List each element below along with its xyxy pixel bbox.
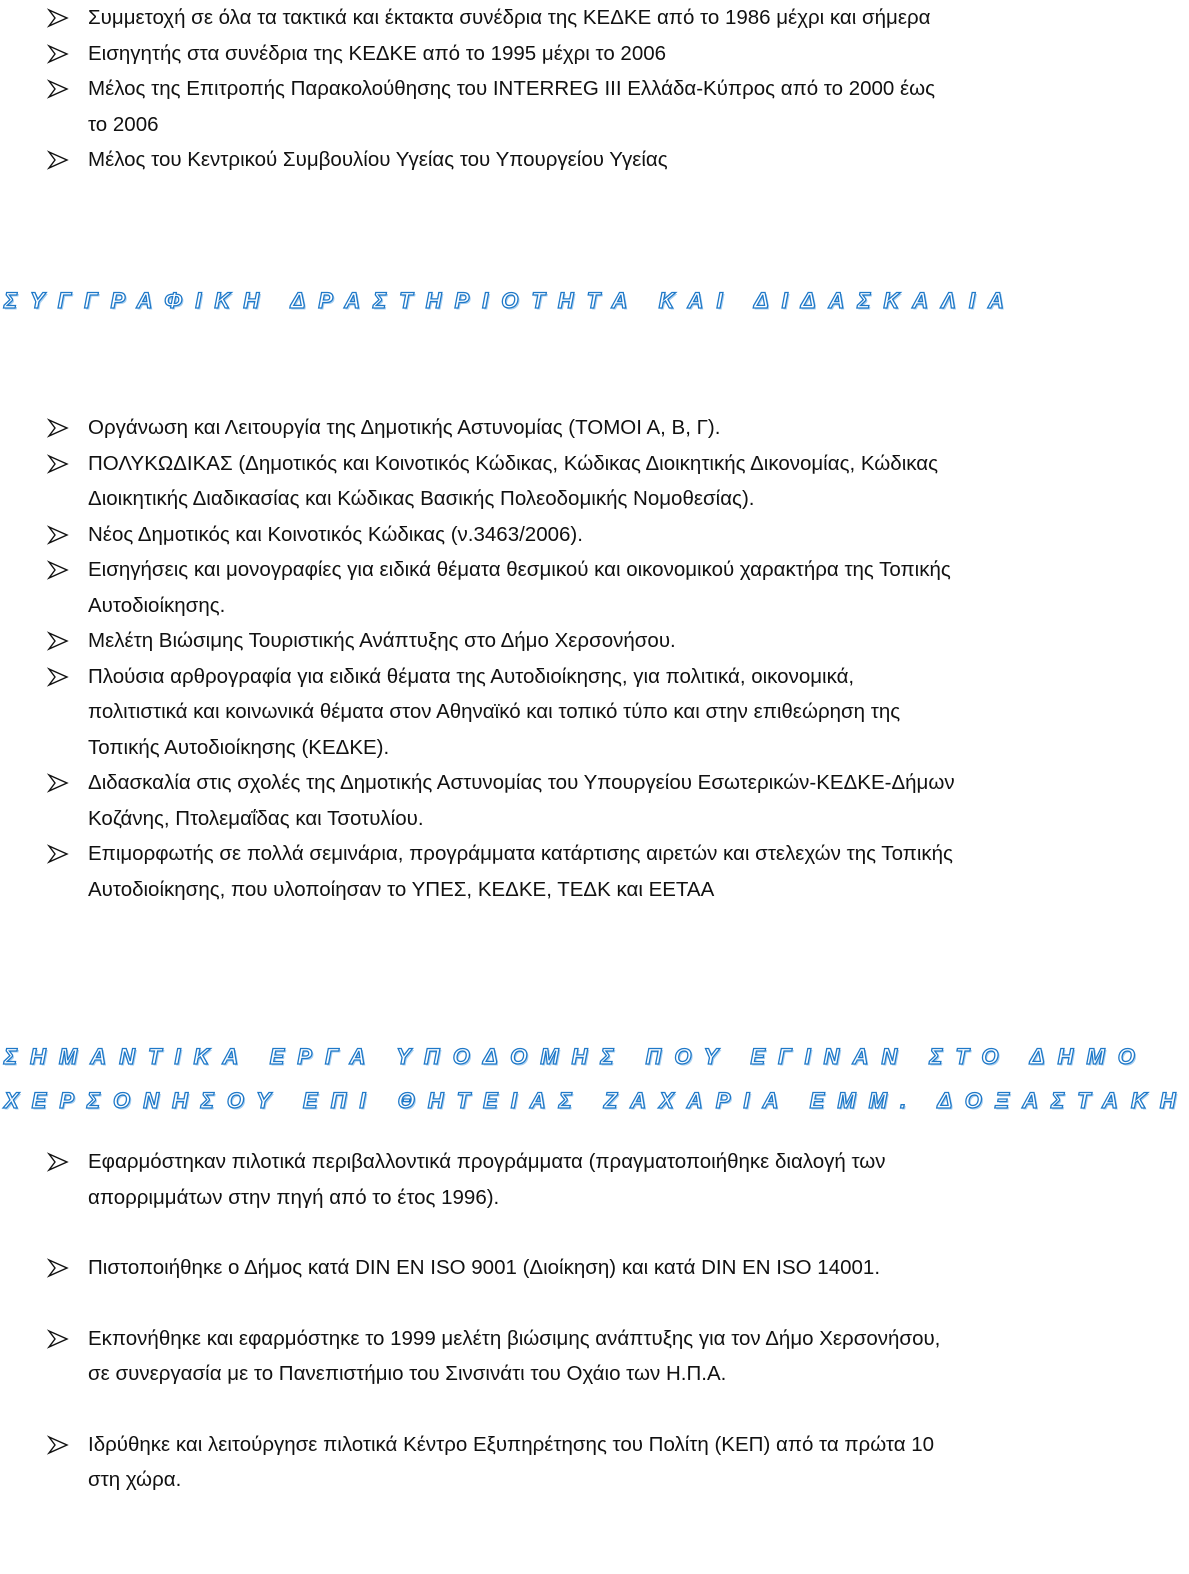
section-heading-writing-teaching: ΣΥΓΓΡΑΦΙΚΗ ΔΡΑΣΤΗΡΙΟΤΗΤΑ ΚΑΙ ΔΙΔΑΣΚΑΛΙΑ	[4, 288, 1017, 313]
arrowhead-bullet-icon	[48, 668, 68, 686]
arrowhead-bullet-icon	[48, 526, 68, 544]
list-item	[0, 1321, 960, 1392]
list-item	[0, 1427, 960, 1498]
list-item	[0, 1250, 960, 1286]
section-heading-projects-line2: ΧΕΡΣΟΝΗΣΟΥ ΕΠΙ ΘΗΤΕΙΑΣ ΖΑΧΑΡΙΑ ΕΜΜ. ΔΟΞΑΣΤΑΚΗ	[4, 1088, 1189, 1113]
arrowhead-bullet-icon	[48, 419, 68, 437]
arrowhead-bullet-icon	[48, 1153, 68, 1171]
projects-list	[0, 1144, 960, 1498]
list-item	[0, 552, 960, 623]
arrowhead-bullet-icon	[48, 632, 68, 650]
list-item	[0, 71, 960, 142]
arrowhead-bullet-icon	[48, 45, 68, 63]
list-item	[0, 410, 960, 446]
list-item-text: Πλούσια αρθρογραφία για ειδικά θέματα της Αυτοδιοίκησης, για πολιτικά, οικονομικά, πολιτιστικά και κοινωνικά θέματα στον Αθηναϊκό και τοπικό τύπο και στην επιθεώρηση της Τοπικής Αυτοδιοίκησης (ΚΕΔΚΕ).	[88, 664, 901, 759]
list-item-text: Εφαρμόστηκαν πιλοτικά περιβαλλοντικά προγράμματα (πραγματοποιήθηκε διαλογή των απορριμμάτων στην πηγή από το έτος 1996).	[88, 1150, 886, 1209]
list-item-text: Ιδρύθηκε και λειτούργησε πιλοτικά Κέντρο Εξυπηρέτησης του Πολίτη (ΚΕΠ) από τα πρώτα 10 στη χώρα.	[88, 1432, 935, 1491]
arrowhead-bullet-icon	[48, 774, 68, 792]
list-item	[0, 1144, 960, 1215]
arrowhead-bullet-icon	[48, 80, 68, 98]
list-item-text: ΠΟΛΥΚΩΔΙΚΑΣ (Δημοτικός και Κοινοτικός Κώδικας, Κώδικας Διοικητικής Δικονομίας, Κώδικας Διοικητικής Διαδικασίας και Κώδικας Βασικής Πολεοδομικής Νομοθεσίας).	[88, 451, 938, 510]
arrowhead-bullet-icon	[48, 455, 68, 473]
writing-teaching-list	[0, 410, 960, 907]
list-item	[0, 446, 960, 517]
list-item-text: Μέλος της Επιτροπής Παρακολούθησης του INTERREG III Ελλάδα-Κύπρος από το 2000 έως το 2006	[88, 77, 936, 136]
list-item-text: Πιστοποιήθηκε ο Δήμος κατά DIN EN ISO 9001 (Διοίκηση) και κατά DIN EN ISO 14001.	[88, 1256, 881, 1279]
participation-list	[0, 0, 960, 178]
list-item	[0, 836, 960, 907]
list-item	[0, 0, 960, 36]
section-heading-projects-line1: ΣΗΜΑΝΤΙΚΑ ΕΡΓΑ ΥΠΟΔΟΜΗΣ ΠΟΥ ΕΓΙΝΑΝ ΣΤΟ ΔΗΜΟ	[4, 1044, 1148, 1069]
list-item	[0, 36, 960, 72]
list-item	[0, 659, 960, 766]
arrowhead-bullet-icon	[48, 561, 68, 579]
arrowhead-bullet-icon	[48, 151, 68, 169]
arrowhead-bullet-icon	[48, 9, 68, 27]
list-item-text: Συμμετοχή σε όλα τα τακτικά και έκτακτα συνέδρια της ΚΕΔΚΕ από το 1986 μέχρι και σήμερα	[88, 6, 931, 29]
arrowhead-bullet-icon	[48, 845, 68, 863]
list-item-text: Διδασκαλία στις σχολές της Δημοτικής Αστυνομίας του Υπουργείου Εσωτερικών-ΚΕΔΚΕ-Δήμων Κοζάνης, Πτολεμαΐδας και Τσοτυλίου.	[88, 771, 955, 830]
list-item	[0, 623, 960, 659]
list-item-text: Εκπονήθηκε και εφαρμόστηκε το 1999 μελέτη βιώσιμης ανάπτυξης για τον Δήμο Χερσονήσου, σε συνεργασία με το Πανεπιστήμιο του Σινσινάτι του Οχάιο των Η.Π.Α.	[88, 1326, 941, 1385]
arrowhead-bullet-icon	[48, 1436, 68, 1454]
list-item-text: Επιμορφωτής σε πολλά σεμινάρια, προγράμματα κατάρτισης αιρετών και στελεχών της Τοπικής Αυτοδιοίκησης, που υλοποίησαν το ΥΠΕΣ, ΚΕΔΚΕ, ΤΕΔΚ και ΕΕΤΑΑ	[88, 842, 953, 901]
list-item-text: Οργάνωση και Λειτουργία της Δημοτικής Αστυνομίας (ΤΟΜΟΙ Α, Β, Γ).	[88, 416, 721, 439]
arrowhead-bullet-icon	[48, 1259, 68, 1277]
list-item	[0, 142, 960, 178]
list-item	[0, 517, 960, 553]
list-item-text: Εισηγήσεις και μονογραφίες για ειδικά θέματα θεσμικού και οικονομικού χαρακτήρα της Τοπικής Αυτοδιοίκησης.	[88, 558, 951, 617]
list-item-text: Μέλος του Κεντρικού Συμβουλίου Υγείας του Υπουργείου Υγείας	[88, 148, 668, 171]
list-item-text: Νέος Δημοτικός και Κοινοτικός Κώδικας (ν.3463/2006).	[88, 522, 583, 546]
list-item-text: Μελέτη Βιώσιμης Τουριστικής Ανάπτυξης στο Δήμο Χερσονήσου.	[88, 629, 676, 652]
arrowhead-bullet-icon	[48, 1330, 68, 1348]
list-item	[0, 765, 960, 836]
list-item-text: Εισηγητής στα συνέδρια της ΚΕΔΚΕ από το 1995 μέχρι το 2006	[88, 41, 667, 65]
